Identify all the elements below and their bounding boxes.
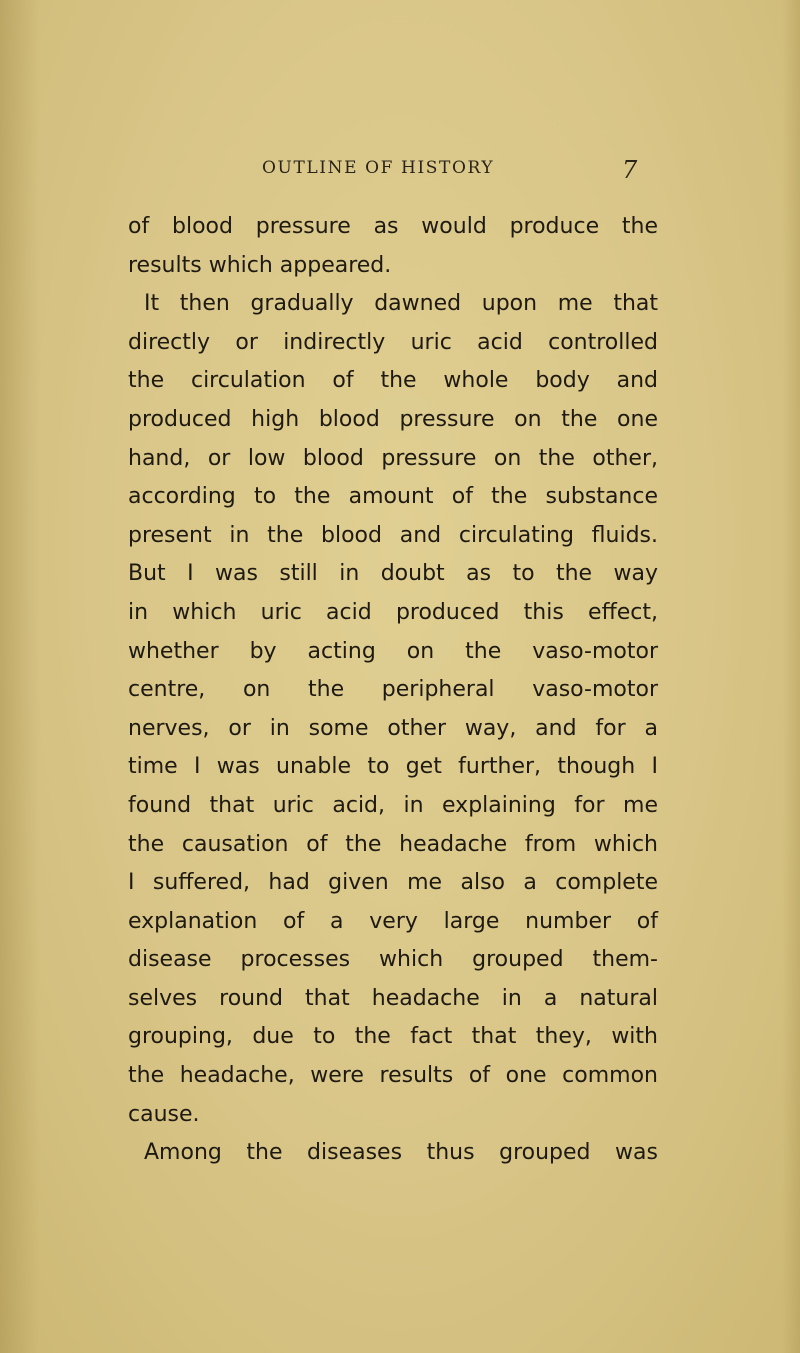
text-line: the circulation of the whole body and — [128, 368, 658, 394]
text-line: hand, or low blood pressure on the other, — [128, 445, 658, 471]
text-line: of blood pressure as would produce the — [128, 214, 658, 239]
text-line: grouping, due to the fact that they, with — [128, 1024, 658, 1050]
running-title: OUTLINE OF HISTORY — [262, 158, 495, 178]
text-line: It then gradually dawned upon me that — [144, 291, 658, 317]
text-line: explanation of a very large number of — [128, 908, 658, 934]
body-text — [128, 208, 658, 1173]
text-line: directly or indirectly uric acid controlled — [128, 329, 658, 355]
text-line: the headache, were results of one common — [128, 1063, 658, 1089]
text-line: Among the diseases thus grouped was — [144, 1140, 658, 1166]
text-line: the causation of the headache from which — [128, 831, 658, 857]
text-line: in which uric acid produced this effect, — [128, 599, 658, 625]
text-line: I suffered, had given me also a complete — [128, 870, 658, 896]
text-line: found that uric acid, in explaining for me — [128, 792, 658, 818]
text-line: time I was unable to get further, though I — [128, 754, 658, 780]
text-line: whether by acting on the vaso-motor — [128, 638, 658, 664]
text-line: cause. — [128, 1101, 200, 1127]
text-line: results which appeared. — [128, 252, 392, 278]
text-line: But I was still in doubt as to the way — [128, 561, 658, 587]
text-line: nerves, or in some other way, and for a — [128, 715, 658, 741]
text-line: present in the blood and circulating fluids. — [128, 522, 658, 548]
text-line: produced high blood pressure on the one — [128, 406, 658, 432]
text-line: centre, on the peripheral vaso-motor — [128, 677, 658, 703]
page-number: 7 — [622, 156, 638, 184]
text-line: selves round that headache in a natural — [128, 985, 658, 1011]
text-line: disease processes which grouped them- — [128, 947, 658, 973]
text-line: according to the amount of the substance — [128, 484, 658, 510]
running-head — [262, 156, 682, 186]
